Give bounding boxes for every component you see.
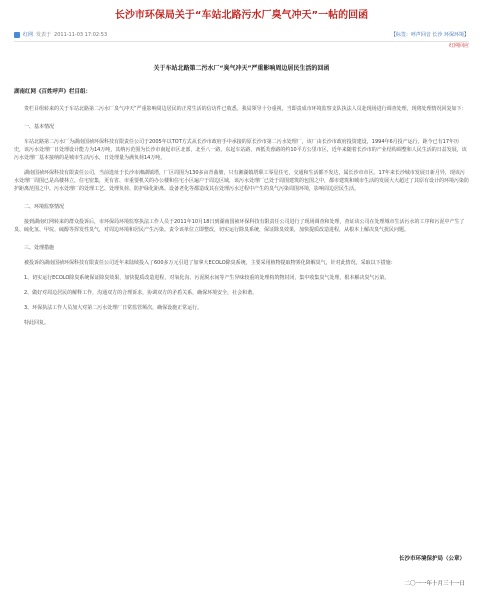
source-row [14,42,469,54]
section-1-paragraph-1: 车站北路第二污水厂为湖南国祯环保科技有限责任公司于2005年以TOT方式从长沙市政府手中承接的原长沙市第二污水处理厂，该厂由长沙市政府投资建设，1994年6月投产运行，距今已有17年历史，该污水处理厂日处理设计能力为14万吨，其纳污范围为长沙市南起市区北部，北至八一路，东起车站路，西抵芙蓉路的约10平方公里市区，近年来随着长沙市的产业结构调整和人民生活的日益发展，该污水处理厂基本接纳的是城市生活污水，日处理量为满负荷14万吨。 [14,139,467,161]
section-3-paragraph-1: 被投诉的湖南国祯环保科技有限责任公司近年来陆续投入了600多万元引进了加拿大ECOLO除臭系统，主要采用植物提取物雾化降解臭气，针对此情况，采取以下措施： [24,260,396,266]
section-heading-3: 三、处理措施 [24,245,55,251]
posted-label: 发表于 [36,31,52,38]
source-link[interactable]: 红网回应 [448,43,469,49]
page-title: 长沙市环保局关于“车站北路污水厂臭气冲天”一帖的回函 [114,10,369,21]
post-timestamp: 2011-11-03 17:02:53 [54,31,108,38]
author-link[interactable]: 红网 [23,31,34,38]
section-2-paragraph-1: 接到湖南红网转来的群众投诉后，市环保局环境监察执法工作人员于2011年10月18日到湖南国祯环保科技有限责任公司进行了现场调查和处理，查证该公司在处理城市生活污水的工序和污泥中产生了臭、硫化氢、甲烷、硫醇等挥发性臭气，对周边环境和居民产生污染。责令该单位立即整改，切实运行除臭系统，保证除臭效果，加快提质改造进程，从根本上解决臭气扰民问题。 [14,219,465,233]
site-logo-icon [14,32,20,38]
document-intro: 贵栏目组转来的关于车站北路第二污水厂臭气冲天”严重影响周边居民的正常生活的信访件已收悉。我局领导十分重视，当即责成市环境监察支队执法人员赴现场进行调查处理，现将处理情况回复如下： [24,106,467,112]
signature-organization: 长沙市环境保护局（公章） [398,556,465,562]
document-title: 关于车站北路第二污水厂“臭气冲天”严重影响周边居民生活的回函 [153,65,330,72]
section-1-paragraph-2: 湖南国祯环保科技有限责任公司，当前选址于长沙市湘湖镇塔，厂区周围为130多亩青曲塘，只有湘湖镇塔职工零星住宅，交通和生活都不发达，属长沙市市区。17年来长沙城市发展日新月异，现该污水处理厂周围已是高楼林立，住宅密集，更有省、市重要机关的办公楼和住宅小区遍户于周边区域，该污水处理厂已处于周围建筑的包围之中，都市建筑和城市生活的发展大大超过了其原有设计的环境污染防护距离范围之中。污水处理厂的处理工艺、处理负荷、防护绿化距离、设备老化等都造成其在处理污水过程中产生的臭气污染周围环境，影响周边居民生活。 [14,170,470,192]
section-heading-1: 一、基本情况 [24,124,55,130]
post-meta-left [14,31,107,39]
section-heading-2: 二、环境监察情况 [24,204,65,210]
post-tags [391,31,469,39]
post-meta-bar [14,28,469,42]
section-3-measure-2: 2、做好对周边居民的解释工作，沟通双方的合理诉求，协调双方的矛盾关系，确保环境安全，社会和谐。 [24,290,258,296]
closing-line: 特此回复。 [24,320,50,326]
signature-date: 二〇一一年十月三十一日 [404,581,465,587]
document-salutation: 湖南红网《百姓呼声》栏目组： [14,89,92,95]
tags-link[interactable]: 【标签：呼声回音 长沙 环保环境】 [390,31,469,38]
section-3-measure-1: 1、切实运行ECOLO除臭系统保证除臭效果，加快提质改造进程，对氧化沟、污泥脱水间等产生异味较重的处理构筑物封闭，集中收集臭气处理，根本解决臭气污染。 [24,275,390,281]
section-3-measure-3: 3、环保执法工作人员加大对第二污水处理厂日常监管频次，确保设施正常运行。 [24,305,203,311]
